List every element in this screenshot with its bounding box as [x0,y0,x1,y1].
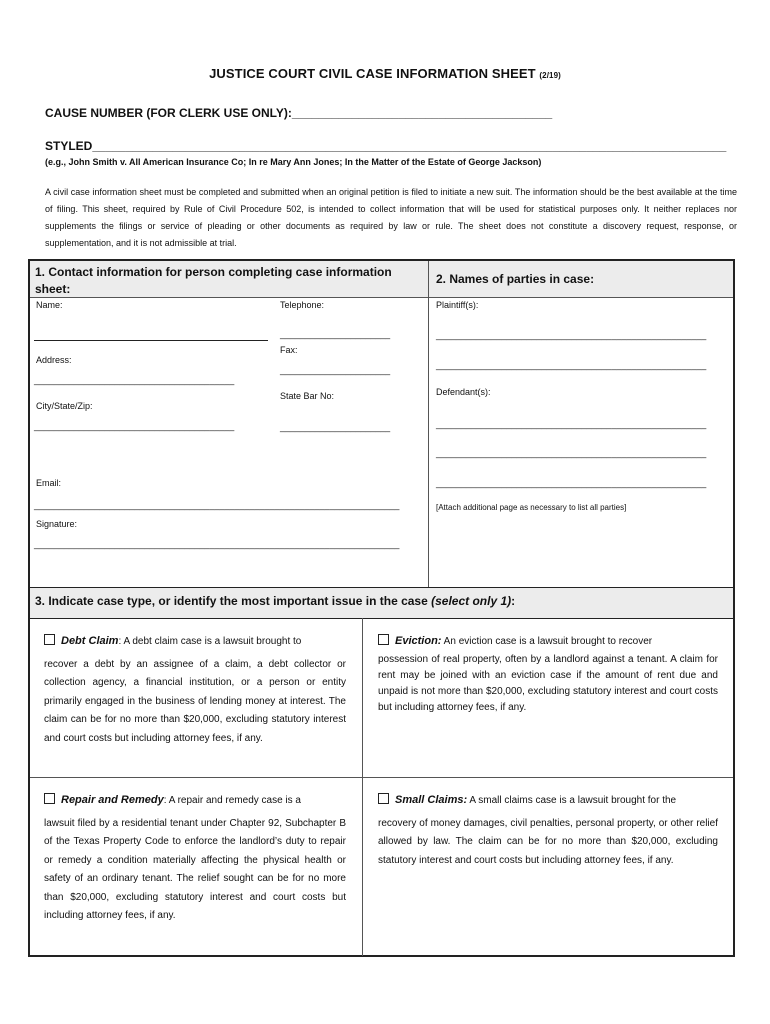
form-title-text: JUSTICE COURT CIVIL CASE INFORMATION SHEET [209,66,536,81]
cause-number-label: CAUSE NUMBER (FOR CLERK USE ONLY): [45,106,292,120]
state-bar-field[interactable]: ______________________ [280,422,391,432]
telephone-label: Telephone: [280,300,325,310]
email-field[interactable]: _________________________________________________________________________ [34,500,400,510]
small-claims-checkbox[interactable] [378,793,389,804]
small-claims-first-line: A small claims case is a lawsuit brought for the [467,795,677,806]
eviction-option[interactable] [378,632,718,716]
small-claims-description: recovery of money damages, civil penalties, personal property, or other relief allowed by law. The claim can be for no more than $20,000, excluding statutory interest and court costs but including attorney fees, if any. [378,817,718,866]
section3-heading-text: 3. Indicate case type, or identify the most important issue in the case [35,594,428,608]
styled-line [45,139,726,153]
state-bar-label: State Bar No: [280,391,335,401]
city-field[interactable]: ________________________________________ [34,421,235,431]
divider-section3-header [30,618,733,619]
address-label: Address: [36,355,72,365]
form-title [0,66,770,81]
name-field[interactable] [34,340,268,341]
repair-remedy-term: Repair and Remedy [61,794,164,806]
email-label: Email: [36,478,62,488]
repair-remedy-option[interactable] [44,791,346,926]
section3-heading-colon: : [511,594,516,608]
name-label: Name: [36,300,63,310]
fax-label: Fax: [280,345,298,355]
defendant-field-2[interactable]: ______________________________________________________ [436,448,707,458]
plaintiff-label: Plaintiff(s): [436,300,479,310]
small-claims-term: Small Claims: [395,794,468,806]
plaintiff-field-2[interactable]: ______________________________________________________ [436,360,707,370]
debt-claim-first-line: : A debt claim case is a lawsuit brought to [118,636,302,647]
debt-claim-option[interactable] [44,632,346,748]
attach-note: [Attach additional page as necessary to list all parties] [436,503,627,512]
defendant-field-1[interactable]: ______________________________________________________ [436,419,707,429]
section1-heading: 1. Contact information for person completing case information sheet: [35,265,392,296]
intro-paragraph: A civil case information sheet must be completed and submitted when an original petition is filed to initiate a new suit. The information should be the best available at the time of filing. This sheet, required by Rule of Civil Procedure 502, is intended to collect information that will be used for statistical purposes only. It neither replaces nor supplements the filings or service of pleading or other documents as required by law or rule. The sheet does not constitute a discovery request, response, or supplementation, and it is not admissible at trial. [45,187,737,248]
address-field[interactable]: ________________________________________ [34,375,235,385]
defendant-label: Defendant(s): [436,387,491,397]
debt-claim-description: recover a debt by an assignee of a claim, a debt collector or collection agency, a financial institution, or a person or entity primarily engaged in the business of lending money at interest. The claim can be for no more than $20,000, excluding statutory interest and court costs but including attorney fees, if any. [44,658,346,744]
styled-example: (e.g., John Smith v. All American Insurance Co; In re Mary Ann Jones; In the Matter of the Estate of George Jackson) [45,157,542,167]
plaintiff-field-1[interactable]: ______________________________________________________ [436,330,707,340]
debt-claim-term: Debt Claim [61,635,119,647]
cause-number-line [45,106,552,120]
debt-claim-checkbox[interactable] [44,634,55,645]
telephone-field[interactable]: ______________________ [280,329,391,339]
eviction-first-line: An eviction case is a lawsuit brought to recover [441,636,653,647]
eviction-term: Eviction: [395,635,442,647]
divider-header-bottom [30,297,733,298]
styled-field[interactable]: _______________________________________________________________________________________________ [92,139,727,153]
repair-remedy-checkbox[interactable] [44,793,55,804]
cause-number-field[interactable]: _______________________________________ [291,106,553,120]
eviction-description: possession of real property, often by a landlord against a tenant. A claim for rent may be joined with an eviction case if the amount of rent due and unpaid is not more than $20,000, excluding statutory interest and court costs but including attorney fees, if any. [378,653,718,713]
eviction-checkbox[interactable] [378,634,389,645]
divider-case-columns [362,618,363,956]
defendant-field-3[interactable]: ______________________________________________________ [436,478,707,488]
divider-sections-1-2 [428,261,429,587]
form-revision: (2/19) [539,71,561,80]
divider-case-rows [30,777,733,778]
section3-heading-note: (select only 1) [431,594,512,608]
repair-remedy-description: lawsuit filed by a residential tenant under Chapter 92, Subchapter B of the Texas Property Code to enforce the landlord’s duty to repair or remedy a condition materially affecting the physical health or safety of an ordinary tenant. The relief sought can be for no more than $20,000, excluding statutory interest and court costs but including attorney fees, if any. [44,817,346,921]
fax-field[interactable]: ______________________ [280,365,391,375]
styled-label: STYLED [45,139,93,153]
small-claims-option[interactable] [378,791,718,870]
signature-label: Signature: [36,519,78,529]
repair-remedy-first-line: : A repair and remedy case is a [163,795,301,806]
section3-heading [35,594,515,608]
signature-field[interactable]: _________________________________________________________________________ [34,539,400,549]
section2-heading: 2. Names of parties in case: [436,272,595,286]
city-label: City/State/Zip: [36,401,93,411]
